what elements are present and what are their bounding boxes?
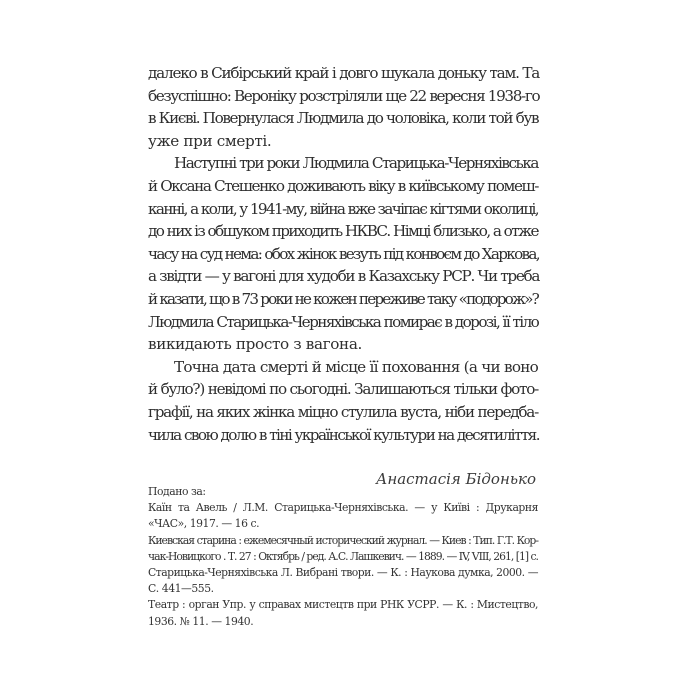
- author-signature: Анастасія Бідонько: [375, 470, 536, 489]
- sources-heading: Подано за:: [148, 485, 206, 498]
- text-line: чила свою долю в тіні української культури на десятиліття.: [148, 425, 539, 444]
- text-line: далеко в Сибірський край і довго шукала доньку там. Та: [148, 64, 540, 82]
- article-body: [148, 62, 538, 446]
- source-line: С. 441—555.: [148, 582, 214, 596]
- text-line: а звідти — у вагоні для худоби в Казахську РСР. Чи треба: [148, 267, 540, 286]
- source-line: Театр : орган Упр. у справах мистецтв при РНК УСРР. — К. : Мистецтво,: [148, 598, 538, 612]
- article-page: [148, 62, 538, 490]
- paragraph-2: [148, 152, 538, 355]
- text-line: в Києві. Повернулася Людмила до чоловіка, коли той був: [148, 109, 539, 128]
- text-line: до них із обшуком приходить НКВС. Німці близько, а отже: [148, 222, 538, 241]
- source-line: чак-Новицкого . Т. 27 : Октябрь / ред. А.С. Лашкевич. — 1889. — IV, VIII, 261, [1] с.: [148, 549, 538, 563]
- text-line: безуспішно: Вероніку розстріляли ще 22 вересня 1938-го: [148, 86, 540, 105]
- text-line: канні, а коли, у 1941-му, війна вже зачіпає кігтями околиці,: [148, 199, 538, 218]
- source-line: 1936. № 11. — 1940.: [148, 614, 254, 628]
- source-item: [148, 533, 538, 565]
- text-line: й казати, що в 73 роки не кожен переживе таку «подорож»?: [148, 289, 538, 308]
- sources-section: [148, 484, 538, 630]
- text-line: Наступні три роки Людмила Старицька-Черняхівська: [174, 154, 538, 173]
- text-line: Людмила Старицька-Черняхівська помирає в дорозі, її тіло: [148, 312, 539, 331]
- text-line: часу на суд нема: обох жінок везуть під конвоєм до Харкова,: [148, 244, 539, 263]
- source-line: Киевская старина : ежемесячный исторический журнал. — Киев : Тип. Г.Т. Кор-: [148, 533, 538, 547]
- text-line: графії, на яких жінка міцно стулила вуста, ніби передба-: [148, 402, 538, 421]
- text-line: викидають просто з вагона.: [148, 335, 363, 354]
- text-line: уже при смерті.: [148, 131, 272, 150]
- paragraph-3: [148, 356, 538, 446]
- source-item: [148, 565, 538, 597]
- source-line: «ЧАС», 1917. — 16 с.: [148, 517, 260, 531]
- source-item: [148, 597, 538, 629]
- text-line: Точна дата смерті й місце її поховання (а чи воно: [174, 357, 538, 376]
- paragraph-1: [148, 62, 538, 152]
- text-line: й було?) невідомі по сьогодні. Залишаються тільки фото-: [148, 380, 538, 399]
- text-line: й Оксана Стешенко доживають віку в київському помеш-: [148, 176, 538, 195]
- source-line: Старицька-Черняхівська Л. Вибрані твори. — К. : Наукова думка, 2000. —: [148, 566, 538, 580]
- source-line: Каїн та Авель / Л.М. Старицька-Черняхівська. — у Київі : Друкарня: [148, 501, 538, 515]
- source-item: [148, 500, 538, 532]
